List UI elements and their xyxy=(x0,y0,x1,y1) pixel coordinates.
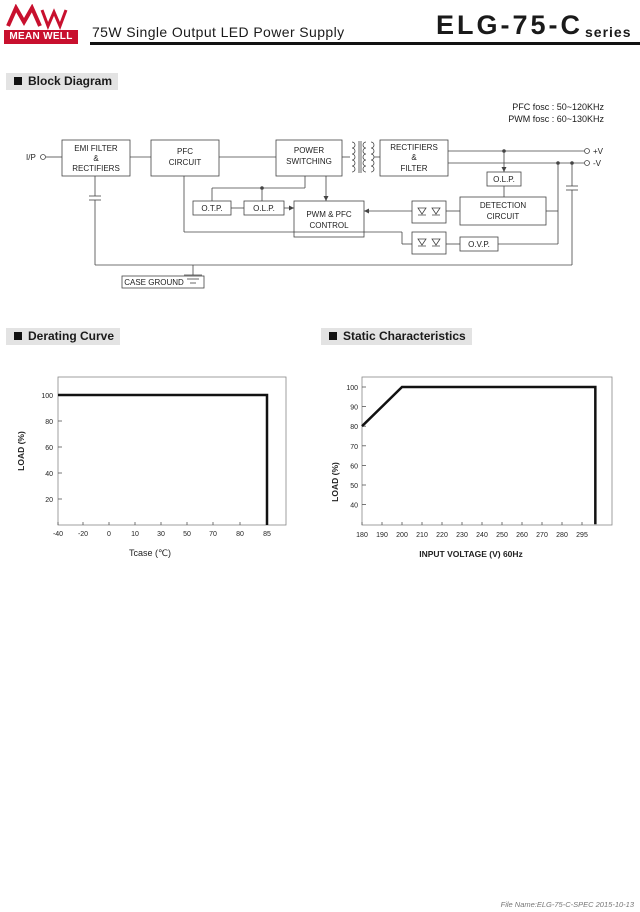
static-y-axis-label: LOAD (%) xyxy=(330,462,340,502)
output-negative-label: -V xyxy=(593,159,601,168)
rect-label-3: FILTER xyxy=(400,164,428,173)
pfc-fosc-note: PFC fosc : 50~120KHz xyxy=(512,102,604,112)
derating-y-axis-label: LOAD (%) xyxy=(16,431,26,471)
olp-label: O.L.P. xyxy=(253,204,275,213)
logo-text: MEAN WELL xyxy=(4,30,78,44)
derating-x-tick-label: -20 xyxy=(77,531,89,538)
case-ground-label: CASE GROUND xyxy=(124,278,184,287)
derating-x-axis-label: Tcase (℃) xyxy=(128,548,172,558)
static-characteristics-chart xyxy=(320,360,640,570)
olp-output-label: O.L.P. xyxy=(493,175,515,184)
model-name: ELG-75-C xyxy=(436,10,584,40)
static-x-tick-label: 190 xyxy=(376,532,388,539)
static-x-tick-label: 220 xyxy=(436,532,448,539)
static-y-tick-label: 80 xyxy=(350,424,358,432)
pwm-label-1: PWM & PFC xyxy=(306,210,352,219)
file-name-footer: File Name:ELG-75-C-SPEC 2015-10-13 xyxy=(500,900,634,909)
static-x-tick-label: 210 xyxy=(416,532,428,539)
detection-label-2: CIRCUIT xyxy=(486,212,520,221)
static-x-tick-label: 240 xyxy=(476,532,488,539)
pfc-label-2: CIRCUIT xyxy=(168,158,202,167)
derating-x-tick-label: 10 xyxy=(131,531,139,538)
derating-x-tick-label: 30 xyxy=(157,531,165,538)
input-label: I/P xyxy=(26,153,36,162)
rect-label-2: & xyxy=(411,153,417,162)
optocoupler-lower xyxy=(412,232,446,254)
block-diagram-heading: Block Diagram xyxy=(6,73,118,90)
power-label-2: SWITCHING xyxy=(286,157,332,166)
derating-x-tick-label: 70 xyxy=(209,531,217,538)
pwm-fosc-note: PWM fosc : 60~130KHz xyxy=(508,114,604,124)
derating-y-tick-label: 60 xyxy=(45,445,53,452)
derating-y-tick-label: 100 xyxy=(41,393,53,400)
emi-label-1: EMI FILTER xyxy=(74,144,118,153)
derating-x-tick-label: 0 xyxy=(107,531,111,538)
static-y-tick-label: 40 xyxy=(350,502,358,510)
static-characteristics-heading: Static Characteristics xyxy=(321,328,472,345)
section-square-icon xyxy=(329,332,337,340)
static-y-tick-label: 90 xyxy=(350,404,358,412)
static-x-axis-label: INPUT VOLTAGE (V) 60Hz xyxy=(419,549,523,559)
pfc-label-1: PFC xyxy=(177,147,193,156)
block-diagram xyxy=(0,0,640,300)
static-x-tick-label: 295 xyxy=(576,532,588,539)
optocoupler-upper xyxy=(412,201,446,223)
static-y-tick-label: 60 xyxy=(350,463,358,471)
static-x-tick-label: 260 xyxy=(516,532,528,539)
static-series-line xyxy=(362,387,595,524)
pwm-label-2: CONTROL xyxy=(309,221,349,230)
static-y-tick-label: 70 xyxy=(350,443,358,451)
output-positive-label: +V xyxy=(593,147,604,156)
rect-label-1: RECTIFIERS xyxy=(390,143,438,152)
derating-x-tick-label: -40 xyxy=(52,531,64,538)
emi-label-3: RECTIFIERS xyxy=(72,164,120,173)
product-subtitle: 75W Single Output LED Power Supply xyxy=(92,24,345,40)
ovp-label: O.V.P. xyxy=(468,240,490,249)
otp-label: O.T.P. xyxy=(201,204,223,213)
static-x-tick-label: 180 xyxy=(356,532,368,539)
static-x-tick-label: 250 xyxy=(496,532,508,539)
static-x-tick-label: 270 xyxy=(536,532,548,539)
detection-label-1: DETECTION xyxy=(479,201,527,210)
static-x-tick-label: 230 xyxy=(456,532,468,539)
series-label: series xyxy=(585,24,632,40)
derating-series-line xyxy=(58,395,267,525)
derating-x-tick-label: 85 xyxy=(263,531,271,538)
emi-label-2: & xyxy=(93,154,99,163)
derating-curve-chart xyxy=(0,360,320,570)
derating-y-tick-label: 20 xyxy=(45,497,53,504)
static-y-tick-label: 100 xyxy=(346,385,358,392)
static-x-tick-label: 280 xyxy=(556,532,568,539)
derating-plot-frame xyxy=(58,377,286,525)
static-plot-frame xyxy=(362,377,612,525)
derating-x-tick-label: 50 xyxy=(183,531,191,538)
static-y-tick-label: 50 xyxy=(350,483,358,490)
derating-x-tick-label: 80 xyxy=(236,531,244,538)
derating-curve-heading: Derating Curve xyxy=(6,328,120,345)
section-square-icon xyxy=(14,332,22,340)
power-label-1: POWER xyxy=(293,146,325,155)
derating-y-tick-label: 40 xyxy=(45,471,53,478)
static-x-tick-label: 200 xyxy=(396,532,408,539)
derating-y-tick-label: 80 xyxy=(45,419,53,426)
